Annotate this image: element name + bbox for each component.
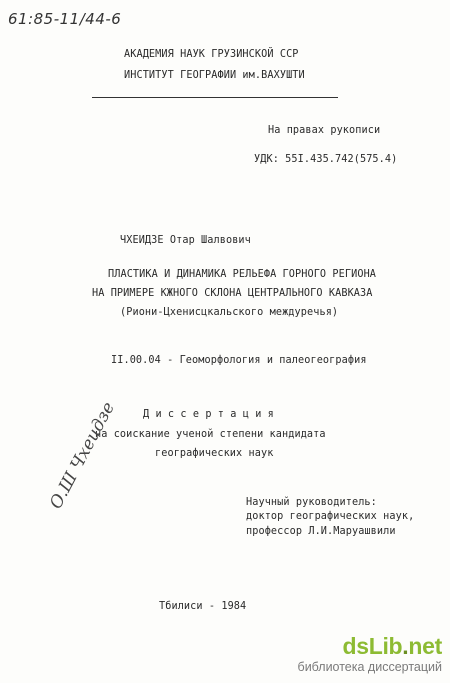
place-and-year: Тбилиси - 1984 <box>159 601 247 612</box>
rights-notice: На правах рукописи <box>268 125 381 136</box>
dslib-subtitle: библиотека диссертаций <box>297 660 442 674</box>
author-signature: О.Ш Чхеидзе <box>46 398 120 513</box>
supervisor-label: Научный руководитель: <box>246 497 377 508</box>
author-name: ЧХЕИДЗЕ Отар Шалвович <box>120 235 251 246</box>
document-type: Д и с с е р т а ц и я <box>143 409 274 420</box>
dslib-logo-main: dsLib <box>342 633 403 659</box>
specialty-code: II.00.04 - Геоморфология и палеогеография <box>111 355 367 366</box>
title-line-2: НА ПРИМЕРЕ КЖНОГО СКЛОНА ЦЕНТРАЛЬНОГО КАВКАЗА <box>92 288 373 299</box>
dslib-logo-dot: . <box>402 633 409 659</box>
handwritten-catalog-code: 61:85-11/44-6 <box>8 10 122 28</box>
dslib-logo <box>342 633 442 660</box>
supervisor-degree: доктор географических наук, <box>246 511 415 522</box>
supervisor-name: профессор Л.И.Маруашвили <box>246 526 396 537</box>
header-divider <box>92 97 338 98</box>
academy-name: АКАДЕМИЯ НАУК ГРУЗИНСКОЙ ССР <box>124 49 299 60</box>
title-line-1: ПЛАСТИКА И ДИНАМИКА РЕЛЬЕФА ГОРНОГО РЕГИОНА <box>108 269 377 280</box>
udk-code: УДК: 55I.435.742(575.4) <box>254 154 398 165</box>
degree-line-1: на соискание ученой степени кандидата <box>95 429 326 440</box>
title-line-3: (Риони-Цхенисцкальского междуречья) <box>120 307 339 318</box>
dslib-logo-tld: net <box>408 633 442 659</box>
degree-line-2: географических наук <box>155 448 274 459</box>
institute-name: ИНСТИТУТ ГЕОГРАФИИ им.ВАХУШТИ <box>124 70 305 81</box>
